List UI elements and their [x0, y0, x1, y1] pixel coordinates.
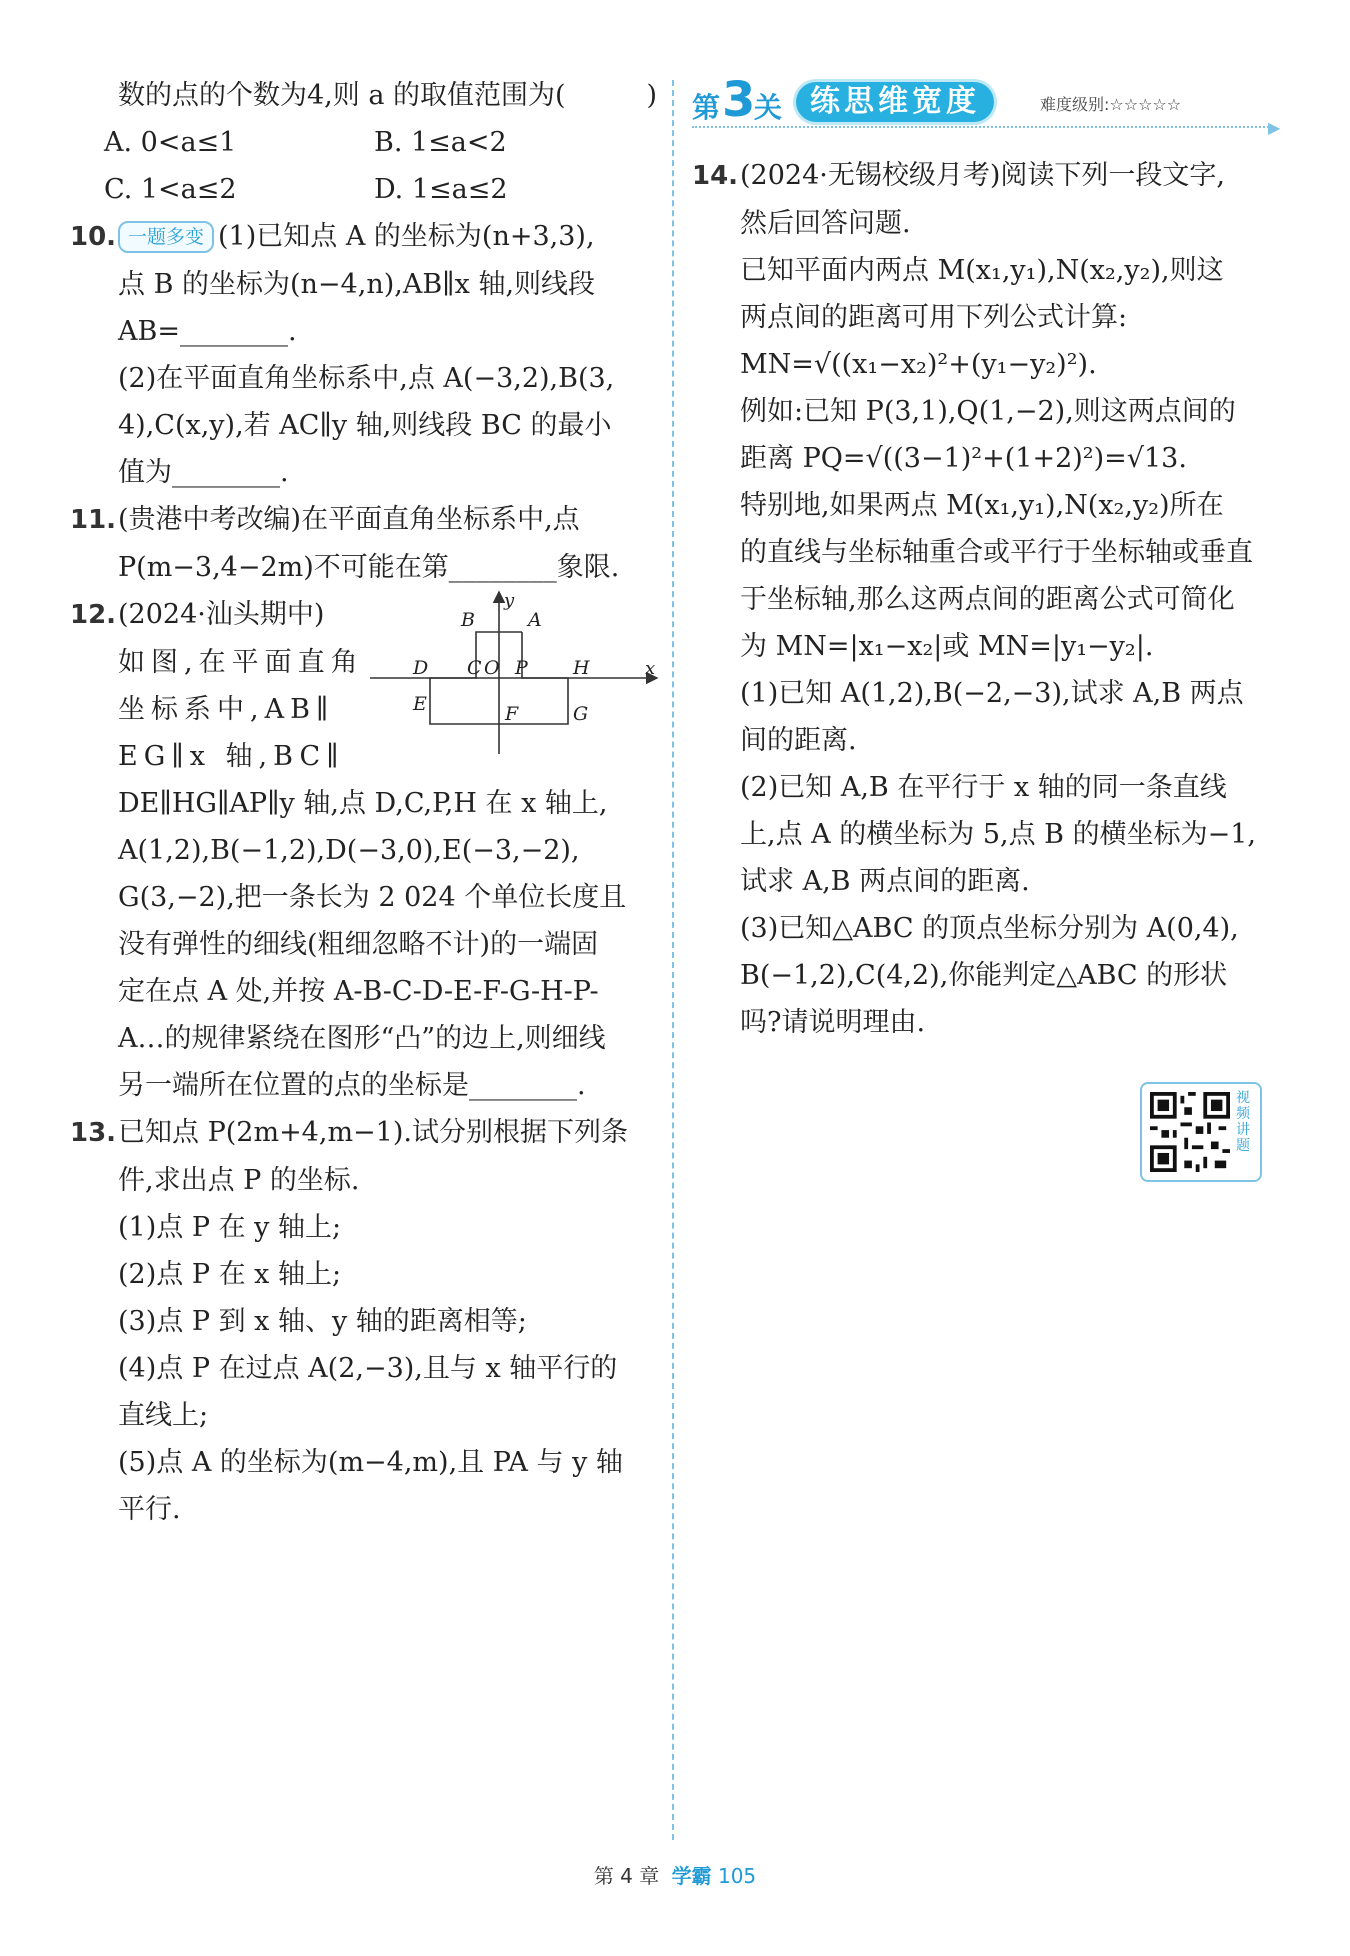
label-H: H	[573, 657, 590, 679]
q11-text: (贵港中考改编)在平面直角坐标系中,点	[118, 504, 580, 535]
q14-line: 吗?请说明理由.	[740, 1007, 926, 1038]
chapter-label: 第 4 章	[593, 1864, 660, 1888]
q12-line: DE∥HG∥AP∥y 轴,点 D,C,P,H 在 x 轴上,	[118, 788, 608, 819]
right-column	[692, 152, 1282, 1046]
q12-line: 如图,在平面直角	[118, 647, 364, 678]
q9-options-row-1	[70, 119, 660, 166]
q14-line: 为 MN=|x₁−x₂|或 MN=|y₁−y₂|.	[740, 631, 1154, 662]
q9-option-c: C. 1<a≤2	[104, 174, 237, 205]
page-number: 105	[717, 1864, 757, 1888]
q12-figure	[365, 586, 665, 756]
q12-line: EG∥x 轴,BC∥	[118, 741, 345, 772]
q12-line: G(3,−2),把一条长为 2 024 个单位长度且	[118, 882, 627, 913]
page-footer	[0, 1860, 1350, 1889]
q12-line: 另一端所在位置的点的坐标是________.	[118, 1070, 586, 1101]
label-x: x	[645, 658, 656, 679]
q10-text: (1)已知点 A 的坐标为(n+3,3),	[218, 221, 595, 252]
section-header	[692, 72, 1282, 137]
q13-number: 13.	[70, 1118, 117, 1148]
section-title: 练思维宽度	[796, 82, 994, 122]
q14-line: 两点间的距离可用下列公式计算:	[740, 302, 1128, 333]
left-column	[70, 72, 660, 1533]
label-P: P	[515, 657, 528, 679]
q12-number: 12.	[70, 600, 117, 630]
q12-line: 定在点 A 处,并按 A-B-C-D-E-F-G-H-P-	[118, 976, 599, 1007]
q14-line: 特别地,如果两点 M(x₁,y₁),N(x₂,y₂)所在	[740, 490, 1224, 521]
q10-line: 值为________.	[118, 457, 289, 488]
qr-code-icon	[1150, 1092, 1230, 1172]
q10-line-1	[70, 213, 660, 261]
label-B: B	[461, 609, 475, 631]
q13-line: (1)点 P 在 y 轴上;	[118, 1212, 342, 1243]
label-O: O	[484, 657, 500, 679]
q13-line: (4)点 P 在过点 A(2,−3),且与 x 轴平行的	[118, 1353, 618, 1384]
label-E: E	[413, 693, 427, 715]
q14-line: 已知平面内两点 M(x₁,y₁),N(x₂,y₂),则这	[740, 255, 1224, 286]
q10-line: 4),C(x,y),若 AC∥y 轴,则线段 BC 的最小	[118, 410, 612, 441]
q11-number: 11.	[70, 505, 117, 535]
section-guan: 关	[754, 91, 783, 124]
q10-line: (2)在平面直角坐标系中,点 A(−3,2),B(3,	[118, 363, 615, 394]
q14-example: 距离 PQ=√((3−1)²+(1+2)²)=√13.	[740, 443, 1187, 474]
q14-line: 的直线与坐标轴重合或平行于坐标轴或垂直	[740, 537, 1253, 568]
q13-line: 件,求出点 P 的坐标.	[118, 1165, 360, 1196]
q13-line: (3)点 P 到 x 轴、y 轴的距离相等;	[118, 1306, 527, 1337]
q12-line: 坐标系中,AB∥	[118, 694, 335, 725]
q12-line: A…的规律紧绕在图形“凸”的边上,则细线	[118, 1023, 606, 1054]
label-F: F	[505, 703, 519, 725]
q9-tail: 数的点的个数为4,则 a 的取值范围为( )	[118, 80, 658, 111]
section-number: 3	[722, 72, 756, 128]
convex-shape-diagram	[365, 586, 665, 756]
label-D: D	[413, 657, 429, 679]
q9-option-a: A. 0<a≤1	[104, 127, 237, 158]
q14-line: 间的距离.	[740, 725, 857, 756]
q9-option-b: B. 1≤a<2	[374, 127, 507, 158]
q13-line: (2)点 P 在 x 轴上;	[118, 1259, 342, 1290]
q9-options-row-2	[70, 166, 660, 213]
label-G: G	[573, 703, 589, 725]
q13-text: 已知点 P(2m+4,m−1).试分别根据下列条	[118, 1117, 628, 1148]
q14-line: 于坐标轴,那么这两点间的距离公式可简化	[740, 584, 1235, 615]
qr-label: 视频讲题	[1236, 1090, 1250, 1154]
section-di: 第	[692, 91, 721, 124]
q14-line: 然后回答问题.	[740, 208, 911, 239]
variation-badge: 一题多变	[118, 221, 214, 253]
q10-line: AB=________.	[118, 316, 297, 347]
q14-number: 14.	[692, 161, 739, 191]
q14-line: B(−1,2),C(4,2),你能判定△ABC 的形状	[740, 960, 1228, 991]
q11-line: P(m−3,4−2m)不可能在第________象限.	[118, 552, 620, 583]
column-divider	[672, 80, 674, 1840]
q14-line: 例如:已知 P(3,1),Q(1,−2),则这两点间的	[740, 396, 1236, 427]
q14-line-1	[692, 152, 1282, 200]
q12-line: 没有弹性的细线(粗细忽略不计)的一端固	[118, 929, 599, 960]
q14-formula: MN=√((x₁−x₂)²+(y₁−y₂)²).	[740, 349, 1097, 380]
header-dotted-line	[692, 126, 1272, 128]
q13-line: 平行.	[118, 1494, 181, 1525]
brand-label: 学霸	[671, 1864, 712, 1888]
q14-line: (3)已知△ABC 的顶点坐标分别为 A(0,4),	[740, 913, 1239, 944]
q14-line: 上,点 A 的横坐标为 5,点 B 的横坐标为−1,	[740, 819, 1256, 850]
q14-line: 试求 A,B 两点间的距离.	[740, 866, 1030, 897]
q14-line: (2)已知 A,B 在平行于 x 轴的同一条直线	[740, 772, 1227, 803]
label-C: C	[467, 657, 482, 679]
q14-line: (1)已知 A(1,2),B(−2,−3),试求 A,B 两点	[740, 678, 1244, 709]
q13-line: (5)点 A 的坐标为(m−4,m),且 PA 与 y 轴	[118, 1447, 623, 1478]
q11-line-1	[70, 496, 660, 544]
q12-source: (2024·汕头期中)	[118, 599, 325, 630]
q10-line: 点 B 的坐标为(n−4,n),AB∥x 轴,则线段	[118, 269, 596, 300]
label-A: A	[528, 609, 542, 631]
label-y: y	[504, 590, 515, 611]
arrow-icon: ▶	[1268, 118, 1281, 137]
q12-line: A(1,2),B(−1,2),D(−3,0),E(−3,−2),	[118, 835, 580, 866]
q10-number: 10.	[70, 222, 117, 252]
q9-option-d: D. 1≤a≤2	[374, 174, 508, 205]
q14-source: (2024·无锡校级月考)阅读下列一段文字,	[740, 160, 1225, 191]
q13-line-1	[70, 1109, 660, 1157]
q13-line: 直线上;	[118, 1400, 209, 1431]
video-qr-code[interactable]	[1140, 1082, 1262, 1182]
difficulty-rating: 难度级别:☆☆☆☆☆	[1040, 95, 1182, 114]
